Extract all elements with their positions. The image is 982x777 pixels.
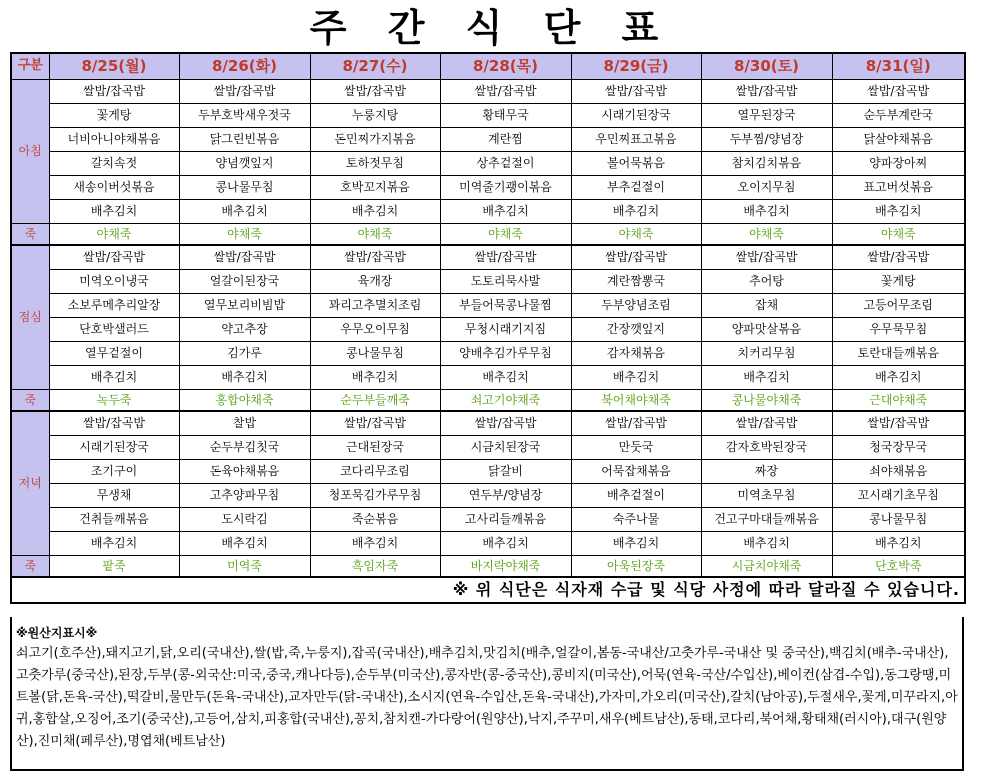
menu-cell: 열무겉절이 bbox=[49, 341, 179, 365]
menu-cell: 두부찜/양념장 bbox=[701, 127, 832, 151]
menu-cell: 쌀밥/잡곡밥 bbox=[179, 79, 310, 103]
juk-cell: 아욱된장죽 bbox=[571, 555, 701, 577]
menu-cell: 쌀밥/잡곡밥 bbox=[440, 245, 571, 269]
menu-cell: 순두부계란국 bbox=[832, 103, 965, 127]
menu-cell: 배추김치 bbox=[49, 365, 179, 389]
juk-cell: 야채죽 bbox=[701, 223, 832, 245]
menu-cell: 토란대들깨볶음 bbox=[832, 341, 965, 365]
menu-cell: 연두부/양념장 bbox=[440, 483, 571, 507]
menu-row bbox=[11, 151, 965, 175]
menu-cell: 배추김치 bbox=[49, 199, 179, 223]
menu-cell: 두부양념조림 bbox=[571, 293, 701, 317]
menu-cell: 쌀밥/잡곡밥 bbox=[310, 411, 440, 435]
menu-cell: 건고구마대들깨볶음 bbox=[701, 507, 832, 531]
menu-cell: 배추김치 bbox=[832, 199, 965, 223]
menu-cell: 쌀밥/잡곡밥 bbox=[440, 79, 571, 103]
menu-cell: 꽃게탕 bbox=[49, 103, 179, 127]
menu-cell: 근대된장국 bbox=[310, 435, 440, 459]
juk-cell: 야채죽 bbox=[179, 223, 310, 245]
menu-row bbox=[11, 483, 965, 507]
menu-cell: 도토리묵사발 bbox=[440, 269, 571, 293]
menu-row bbox=[11, 245, 965, 269]
menu-cell: 어묵잡채볶음 bbox=[571, 459, 701, 483]
juk-label: 죽 bbox=[11, 555, 49, 577]
juk-cell: 야채죽 bbox=[49, 223, 179, 245]
menu-cell: 잡채 bbox=[701, 293, 832, 317]
day-header: 8/30(토) bbox=[701, 53, 832, 79]
menu-cell: 쌀밥/잡곡밥 bbox=[49, 79, 179, 103]
menu-row bbox=[11, 317, 965, 341]
menu-cell: 오이지무침 bbox=[701, 175, 832, 199]
menu-row bbox=[11, 269, 965, 293]
menu-cell: 열무된장국 bbox=[701, 103, 832, 127]
juk-cell: 녹두죽 bbox=[49, 389, 179, 411]
weekly-menu-table bbox=[10, 52, 966, 604]
menu-cell: 쌀밥/잡곡밥 bbox=[440, 411, 571, 435]
menu-cell: 추어탕 bbox=[701, 269, 832, 293]
menu-cell: 꼬시래기초무침 bbox=[832, 483, 965, 507]
menu-cell: 미역줄기괭이볶음 bbox=[440, 175, 571, 199]
menu-cell: 배추김치 bbox=[832, 531, 965, 555]
menu-cell: 갈치속젓 bbox=[49, 151, 179, 175]
menu-cell: 양배추김가루무침 bbox=[440, 341, 571, 365]
menu-cell: 쌀밥/잡곡밥 bbox=[49, 245, 179, 269]
menu-cell: 부추겉절이 bbox=[571, 175, 701, 199]
menu-cell: 소보루메추리알장 bbox=[49, 293, 179, 317]
menu-cell: 표고버섯볶음 bbox=[832, 175, 965, 199]
menu-cell: 배추김치 bbox=[440, 199, 571, 223]
page-title: 주 간 식 단 표 bbox=[309, 6, 673, 50]
menu-cell: 쌀밥/잡곡밥 bbox=[571, 411, 701, 435]
menu-cell: 치커리무침 bbox=[701, 341, 832, 365]
menu-cell: 간장깻잎지 bbox=[571, 317, 701, 341]
menu-cell: 볼어묵볶음 bbox=[571, 151, 701, 175]
menu-cell: 배추김치 bbox=[440, 365, 571, 389]
menu-cell: 참치김치볶음 bbox=[701, 151, 832, 175]
menu-cell: 쌀밥/잡곡밥 bbox=[571, 245, 701, 269]
juk-row bbox=[11, 555, 965, 577]
menu-cell: 배추김치 bbox=[571, 365, 701, 389]
juk-row bbox=[11, 223, 965, 245]
menu-cell: 배추김치 bbox=[701, 365, 832, 389]
menu-cell: 시래기된장국 bbox=[49, 435, 179, 459]
menu-row bbox=[11, 199, 965, 223]
juk-label: 죽 bbox=[11, 389, 49, 411]
menu-row bbox=[11, 435, 965, 459]
juk-cell: 콩나물야채죽 bbox=[701, 389, 832, 411]
menu-row bbox=[11, 175, 965, 199]
day-header: 8/25(월) bbox=[49, 53, 179, 79]
menu-cell: 열무보리비빔밥 bbox=[179, 293, 310, 317]
menu-cell: 배추김치 bbox=[310, 531, 440, 555]
menu-cell: 쌀밥/잡곡밥 bbox=[832, 79, 965, 103]
menu-cell: 배추김치 bbox=[571, 531, 701, 555]
menu-row bbox=[11, 127, 965, 151]
juk-cell: 야채죽 bbox=[440, 223, 571, 245]
meal-label: 저녁 bbox=[11, 411, 49, 555]
day-header: 8/29(금) bbox=[571, 53, 701, 79]
menu-cell: 상추겉절이 bbox=[440, 151, 571, 175]
menu-cell: 배추겉절이 bbox=[571, 483, 701, 507]
notice-text: ※ 위 식단은 식자재 수급 및 식당 사정에 따라 달라질 수 있습니다. bbox=[11, 577, 965, 603]
menu-cell: 배추김치 bbox=[179, 531, 310, 555]
menu-cell: 시금치된장국 bbox=[440, 435, 571, 459]
juk-cell: 근대야채죽 bbox=[832, 389, 965, 411]
menu-row bbox=[11, 341, 965, 365]
menu-cell: 꽃게탕 bbox=[832, 269, 965, 293]
origin-info bbox=[10, 617, 964, 771]
juk-label: 죽 bbox=[11, 223, 49, 245]
menu-cell: 쌀밥/잡곡밥 bbox=[310, 79, 440, 103]
menu-cell: 쌀밥/잡곡밥 bbox=[310, 245, 440, 269]
juk-row bbox=[11, 389, 965, 411]
meal-label: 점심 bbox=[11, 245, 49, 389]
menu-cell: 숙주나물 bbox=[571, 507, 701, 531]
menu-cell: 배추김치 bbox=[179, 365, 310, 389]
juk-cell: 미역죽 bbox=[179, 555, 310, 577]
menu-cell: 무청시래기지짐 bbox=[440, 317, 571, 341]
menu-cell: 고추양파무침 bbox=[179, 483, 310, 507]
menu-row bbox=[11, 365, 965, 389]
menu-cell: 닭갈비 bbox=[440, 459, 571, 483]
menu-cell: 배추김치 bbox=[571, 199, 701, 223]
menu-cell: 조기구이 bbox=[49, 459, 179, 483]
menu-cell: 쌀밥/잡곡밥 bbox=[571, 79, 701, 103]
menu-cell: 찰밥 bbox=[179, 411, 310, 435]
menu-cell: 고사리들깨볶음 bbox=[440, 507, 571, 531]
menu-cell: 쌀밥/잡곡밥 bbox=[179, 245, 310, 269]
day-header: 8/28(목) bbox=[440, 53, 571, 79]
menu-cell: 새송이버섯볶음 bbox=[49, 175, 179, 199]
juk-cell: 단호박죽 bbox=[832, 555, 965, 577]
juk-cell: 시금치야채죽 bbox=[701, 555, 832, 577]
menu-row bbox=[11, 411, 965, 435]
menu-cell: 너비아니야채볶음 bbox=[49, 127, 179, 151]
menu-cell: 우무묵무침 bbox=[832, 317, 965, 341]
menu-cell: 청포묵김가루무침 bbox=[310, 483, 440, 507]
menu-cell: 배추김치 bbox=[832, 365, 965, 389]
menu-cell: 육개장 bbox=[310, 269, 440, 293]
day-header: 8/31(일) bbox=[832, 53, 965, 79]
menu-cell: 도시락김 bbox=[179, 507, 310, 531]
menu-cell: 미역초무침 bbox=[701, 483, 832, 507]
menu-row bbox=[11, 459, 965, 483]
menu-row bbox=[11, 531, 965, 555]
menu-cell: 배추김치 bbox=[440, 531, 571, 555]
menu-cell: 배추김치 bbox=[49, 531, 179, 555]
header-row bbox=[11, 53, 965, 79]
menu-row bbox=[11, 507, 965, 531]
juk-cell: 쇠고기야채죽 bbox=[440, 389, 571, 411]
day-header: 8/26(화) bbox=[179, 53, 310, 79]
juk-cell: 북어채야채죽 bbox=[571, 389, 701, 411]
juk-cell: 흑임자죽 bbox=[310, 555, 440, 577]
menu-cell: 우민찌표고볶음 bbox=[571, 127, 701, 151]
juk-cell: 순두부들깨죽 bbox=[310, 389, 440, 411]
menu-cell: 청국장무국 bbox=[832, 435, 965, 459]
menu-cell: 황태무국 bbox=[440, 103, 571, 127]
menu-cell: 배추김치 bbox=[701, 199, 832, 223]
menu-cell: 계란짬뽕국 bbox=[571, 269, 701, 293]
menu-cell: 순두부김칫국 bbox=[179, 435, 310, 459]
menu-cell: 감자채볶음 bbox=[571, 341, 701, 365]
menu-cell: 두부호박새우젓국 bbox=[179, 103, 310, 127]
menu-cell: 닭그린빈볶음 bbox=[179, 127, 310, 151]
day-header: 8/27(수) bbox=[310, 53, 440, 79]
juk-cell: 바지락야채죽 bbox=[440, 555, 571, 577]
menu-cell: 짜장 bbox=[701, 459, 832, 483]
origin-heading: ※원산지표시※ bbox=[16, 626, 98, 640]
menu-cell: 돈육야채볶음 bbox=[179, 459, 310, 483]
menu-cell: 양파장아찌 bbox=[832, 151, 965, 175]
menu-cell: 배추김치 bbox=[701, 531, 832, 555]
menu-cell: 호박꼬지볶음 bbox=[310, 175, 440, 199]
menu-cell: 코다리무조림 bbox=[310, 459, 440, 483]
menu-cell: 계란찜 bbox=[440, 127, 571, 151]
juk-cell: 야채죽 bbox=[310, 223, 440, 245]
menu-cell: 우무오이무침 bbox=[310, 317, 440, 341]
menu-cell: 김가루 bbox=[179, 341, 310, 365]
menu-cell: 누룽지탕 bbox=[310, 103, 440, 127]
menu-cell: 콩나물무침 bbox=[310, 341, 440, 365]
menu-cell: 양념깻잎지 bbox=[179, 151, 310, 175]
gubun-header: 구분 bbox=[11, 53, 49, 79]
menu-cell: 부들어묵콩나물찜 bbox=[440, 293, 571, 317]
menu-body bbox=[11, 79, 965, 577]
menu-cell: 쌀밥/잡곡밥 bbox=[832, 245, 965, 269]
menu-cell: 단호박샐러드 bbox=[49, 317, 179, 341]
menu-cell: 만둣국 bbox=[571, 435, 701, 459]
menu-cell: 콩나물무침 bbox=[832, 507, 965, 531]
menu-cell: 배추김치 bbox=[310, 365, 440, 389]
menu-cell: 양파맛살볶음 bbox=[701, 317, 832, 341]
menu-cell: 죽순볶음 bbox=[310, 507, 440, 531]
juk-cell: 홍합야채죽 bbox=[179, 389, 310, 411]
origin-text: 쇠고기(호주산),돼지고기,닭,오리(국내산),쌀(밥,죽,누룽지),잡곡(국내산),배추김치,맛김치(배추,얼갈이,봄동-국내산/고춧가루-국내산 및 중국산),백김치(배추-국내산),고춧가루(중국산),된장,두부(콩-외국산:미국,중국,캐나다등),순두부(미국산),콩자반(콩-중국산),콩비지(미국산),어묵(연육-국산/수입산),베이컨(삼겹-수입),동그랑땡,미트볼(닭,돈육-국산),떡갈비,물만두(돈육-국내산),교자만두(닭-국내산),소시지(연육-수입산,돈육-국내산),가자미,가오리(미국산),갈치(남아공),두절새우,꽃게,미꾸라지,아귀,홍합살,오징어,조기(중국산),고등어,삼치,피홍합(국내산),꽁치,참치캔-가다랑어(원양산),낙지,주꾸미,새우(베트남산),동태,코다리,북어채,황태채(러시아),대구(원양산),진미채(페루산),명엽채(베트남산) bbox=[16, 646, 958, 749]
menu-cell: 건취들깨볶음 bbox=[49, 507, 179, 531]
menu-cell: 쌀밥/잡곡밥 bbox=[49, 411, 179, 435]
menu-cell: 미역오이냉국 bbox=[49, 269, 179, 293]
menu-cell: 감자호박된장국 bbox=[701, 435, 832, 459]
menu-cell: 약고추장 bbox=[179, 317, 310, 341]
menu-cell: 꽈리고추멸치조림 bbox=[310, 293, 440, 317]
menu-cell: 쇠야채볶음 bbox=[832, 459, 965, 483]
menu-cell: 쌀밥/잡곡밥 bbox=[701, 245, 832, 269]
juk-cell: 야채죽 bbox=[571, 223, 701, 245]
menu-cell: 무생채 bbox=[49, 483, 179, 507]
menu-cell: 얼갈이된장국 bbox=[179, 269, 310, 293]
menu-cell: 토하젓무침 bbox=[310, 151, 440, 175]
menu-cell: 콩나물무침 bbox=[179, 175, 310, 199]
juk-cell: 야채죽 bbox=[832, 223, 965, 245]
juk-cell: 팥죽 bbox=[49, 555, 179, 577]
menu-row bbox=[11, 293, 965, 317]
menu-cell: 배추김치 bbox=[310, 199, 440, 223]
meal-label: 아침 bbox=[11, 79, 49, 223]
menu-cell: 쌀밥/잡곡밥 bbox=[701, 79, 832, 103]
menu-cell: 고등어무조림 bbox=[832, 293, 965, 317]
notice-row bbox=[11, 577, 965, 603]
menu-cell: 돈민찌가지볶음 bbox=[310, 127, 440, 151]
menu-row bbox=[11, 79, 965, 103]
menu-cell: 배추김치 bbox=[179, 199, 310, 223]
menu-row bbox=[11, 103, 965, 127]
menu-cell: 쌀밥/잡곡밥 bbox=[701, 411, 832, 435]
menu-cell: 닭살야채볶음 bbox=[832, 127, 965, 151]
menu-cell: 시래기된장국 bbox=[571, 103, 701, 127]
menu-cell: 쌀밥/잡곡밥 bbox=[832, 411, 965, 435]
